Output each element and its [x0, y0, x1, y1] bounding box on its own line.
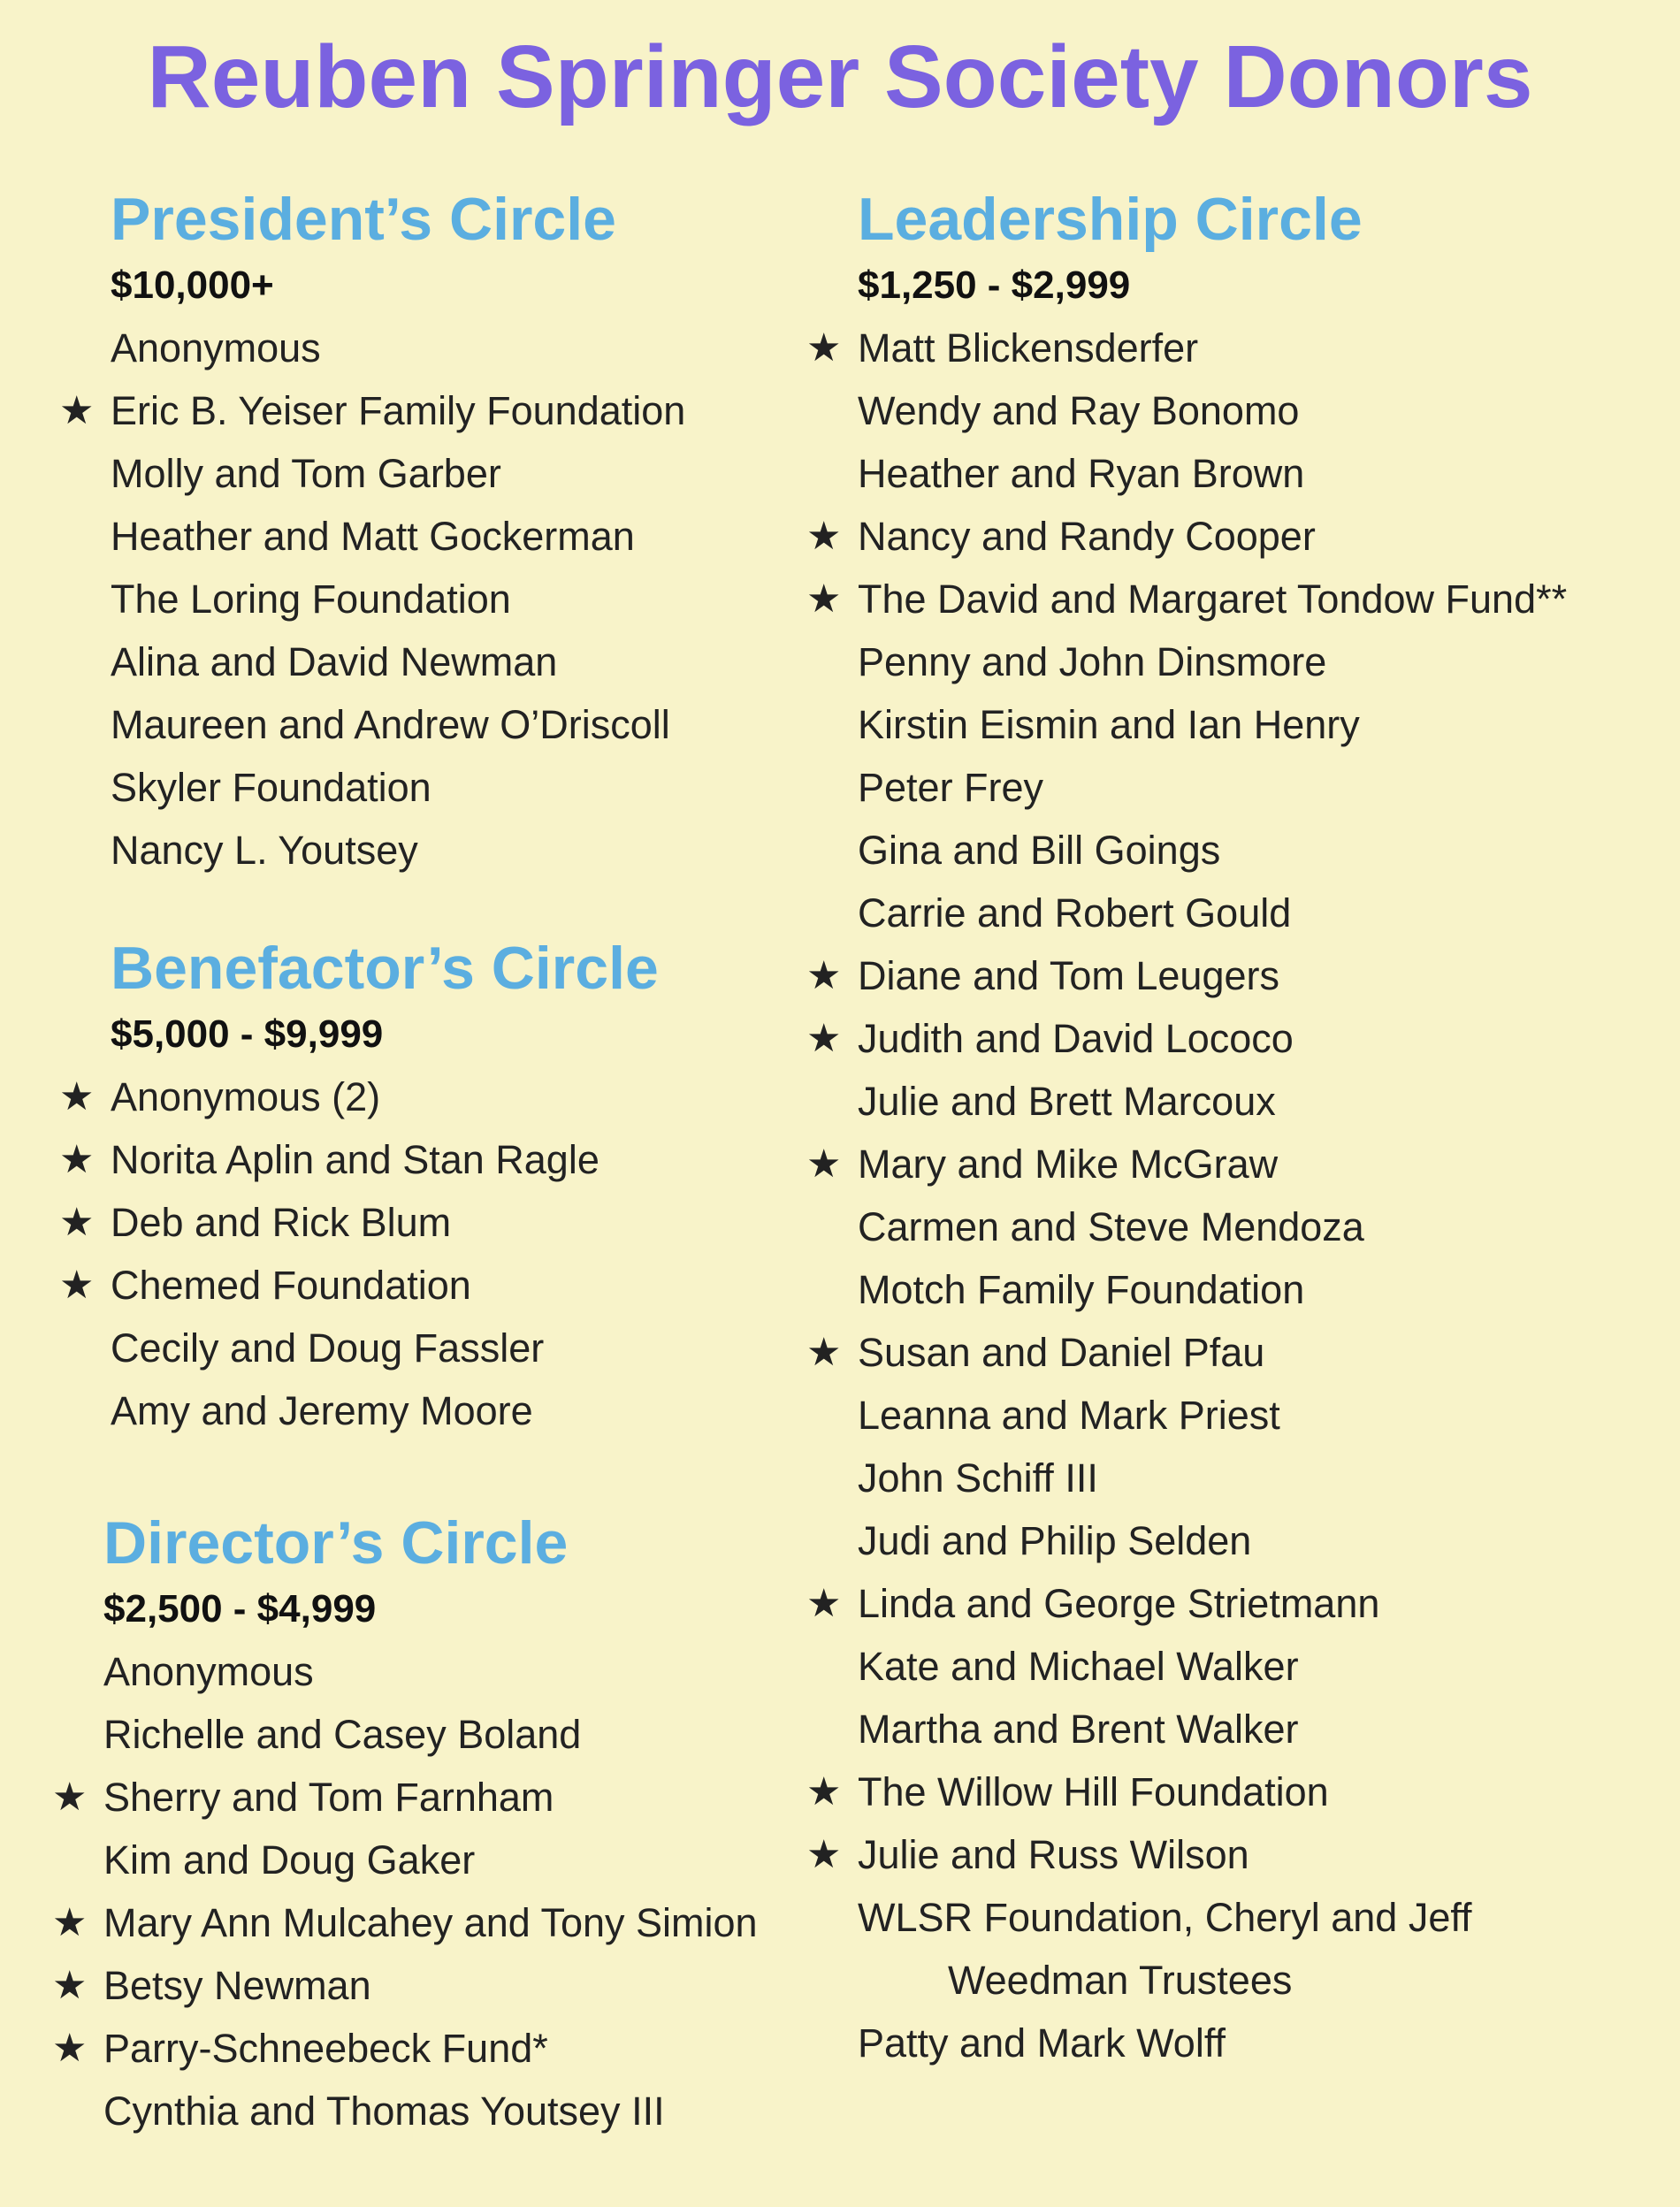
donor-name: Deb and Rick Blum [111, 1200, 452, 1245]
donor-name: Kim and Doug Gaker [103, 1837, 476, 1882]
donor-name: Kate and Michael Walker [858, 1644, 1299, 1689]
section-giving-range: $10,000+ [111, 263, 274, 307]
donor-list-item [858, 1258, 1567, 1321]
donor-name: Anonymous (2) [111, 1074, 381, 1119]
donor-list-item [103, 2080, 758, 2142]
donor-name: Maureen and Andrew O’Driscoll [111, 702, 670, 747]
donor-list-item [858, 1949, 1567, 2012]
star-icon: ★ [52, 1901, 88, 1944]
donor-name: John Schiff III [858, 1455, 1098, 1501]
donor-list-item [111, 505, 685, 568]
donor-name: Susan and Daniel Pfau [858, 1330, 1265, 1375]
donor-name: Julie and Russ Wilson [858, 1832, 1249, 1877]
donor-name: Patty and Mark Wolff [858, 2020, 1226, 2066]
page-title: Reuben Springer Society Donors [147, 27, 1533, 126]
donor-name: Linda and George Strietmann [858, 1581, 1380, 1626]
donor-name: Carrie and Robert Gould [858, 890, 1292, 935]
donor-name: WLSR Foundation, Cheryl and Jeff [858, 1895, 1472, 1940]
donor-list-item [806, 944, 1567, 1007]
donor-list-item [59, 1254, 659, 1317]
donor-list-item [858, 1195, 1567, 1258]
donor-name: Amy and Jeremy Moore [111, 1388, 533, 1433]
donor-list-item [806, 568, 1568, 630]
donor-name: Carmen and Steve Mendoza [858, 1204, 1364, 1249]
donor-list-item [806, 1007, 1567, 1070]
donor-name: Molly and Tom Garber [111, 451, 501, 496]
section-heading: Leadership Circle [858, 186, 1363, 253]
donor-list-item [103, 1640, 758, 1703]
donor-name: Gina and Bill Goings [858, 828, 1221, 873]
donor-list-item [103, 1703, 758, 1766]
section-heading: President’s Circle [111, 186, 616, 253]
donor-name: Skyler Foundation [111, 765, 431, 810]
donor-list-item [806, 1572, 1567, 1635]
donor-name: Diane and Tom Leugers [858, 953, 1279, 998]
donor-list-item [111, 1379, 659, 1442]
donor-list-item [111, 819, 685, 882]
donor-list-item [111, 1317, 659, 1379]
donor-list-item [59, 1191, 659, 1254]
star-icon: ★ [806, 1142, 842, 1186]
donor-name: Nancy and Randy Cooper [858, 514, 1316, 559]
donor-name: Sherry and Tom Farnham [103, 1775, 554, 1820]
star-icon: ★ [59, 389, 95, 432]
star-icon: ★ [806, 1770, 842, 1814]
donor-name: The Loring Foundation [111, 577, 511, 622]
donor-name: Cecily and Doug Fassler [111, 1325, 545, 1371]
donor-name: Julie and Brett Marcoux [858, 1079, 1276, 1124]
donor-list-item [858, 1509, 1567, 1572]
donor-name: Peter Frey [858, 765, 1044, 810]
donor-name: Kirstin Eismin and Ian Henry [858, 702, 1360, 747]
donor-list-item [858, 1447, 1567, 1509]
donor-name: Richelle and Casey Boland [103, 1712, 582, 1757]
donor-list-item [858, 693, 1567, 756]
star-icon: ★ [52, 2027, 88, 2070]
donor-list [806, 317, 1568, 2074]
donor-name: Martha and Brent Walker [858, 1707, 1299, 1752]
donor-name: Cynthia and Thomas Youtsey III [103, 2089, 665, 2134]
star-icon: ★ [806, 326, 842, 370]
donor-list-item [806, 1823, 1567, 1886]
donor-list [59, 1065, 659, 1442]
donor-list-item [806, 317, 1567, 379]
donor-list-item [111, 693, 685, 756]
donor-name: Matt Blickensderfer [858, 325, 1199, 370]
donor-list-item [858, 630, 1567, 693]
donor-name: Mary Ann Mulcahey and Tony Simion [103, 1900, 758, 1945]
star-icon: ★ [806, 1582, 842, 1625]
donor-list-item [52, 1766, 758, 1829]
donor-name: Alina and David Newman [111, 639, 558, 684]
donor-list-item [858, 1070, 1567, 1133]
donor-list-item [111, 756, 685, 819]
donor-list-item [111, 442, 685, 505]
donor-list-item [858, 442, 1567, 505]
donor-name: Nancy L. Youtsey [111, 828, 418, 873]
donor-list-item [59, 379, 686, 442]
donor-name: The David and Margaret Tondow Fund** [858, 577, 1568, 622]
donor-list-item [103, 1829, 758, 1891]
donor-list-item [111, 630, 685, 693]
donor-list-item [806, 1321, 1567, 1384]
donor-name: Chemed Foundation [111, 1263, 471, 1308]
donor-list [59, 317, 686, 882]
donor-name: Judi and Philip Selden [858, 1518, 1252, 1563]
donor-list-item [858, 1698, 1567, 1760]
donor-name: Norita Aplin and Stan Ragle [111, 1137, 599, 1182]
donor-name: Eric B. Yeiser Family Foundation [111, 388, 686, 433]
donor-list-item [806, 505, 1567, 568]
donor-name: Wendy and Ray Bonomo [858, 388, 1300, 433]
section-giving-range: $1,250 - $2,999 [858, 263, 1131, 307]
star-icon: ★ [806, 515, 842, 558]
section-leadership-circle [806, 184, 1568, 2074]
star-icon: ★ [59, 1201, 95, 1244]
star-icon: ★ [806, 577, 842, 621]
section-directors-circle [52, 1508, 758, 2142]
donor-list-item [858, 2012, 1567, 2074]
donor-name: Betsy Newman [103, 1963, 371, 2008]
donor-name: Leanna and Mark Priest [858, 1393, 1280, 1438]
donor-list-item [59, 1065, 659, 1128]
section-heading: Director’s Circle [103, 1509, 569, 1577]
star-icon: ★ [59, 1264, 95, 1307]
donor-list-item [806, 1133, 1567, 1195]
donor-name: Judith and David Lococo [858, 1016, 1294, 1061]
donor-name: Parry-Schneebeck Fund* [103, 2026, 548, 2071]
donor-name: Heather and Ryan Brown [858, 451, 1305, 496]
donor-name: Anonymous [111, 325, 321, 370]
star-icon: ★ [59, 1138, 95, 1181]
donor-list-item [858, 756, 1567, 819]
donor-name: Penny and John Dinsmore [858, 639, 1327, 684]
donor-name: Mary and Mike McGraw [858, 1142, 1279, 1187]
donor-name: Anonymous [103, 1649, 314, 1694]
donor-list-item [806, 1760, 1567, 1823]
donor-list-item [52, 1954, 758, 2017]
section-presidents-circle [59, 184, 686, 882]
donor-name: Heather and Matt Gockerman [111, 514, 635, 559]
donor-name: Weedman Trustees [948, 1958, 1293, 2003]
star-icon: ★ [806, 954, 842, 997]
star-icon: ★ [806, 1833, 842, 1876]
donor-name: Motch Family Foundation [858, 1267, 1305, 1312]
donor-list-item [111, 317, 685, 379]
section-giving-range: $2,500 - $4,999 [103, 1587, 377, 1630]
donor-list-item [858, 379, 1567, 442]
section-heading: Benefactor’s Circle [111, 935, 659, 1002]
section-giving-range: $5,000 - $9,999 [111, 1012, 384, 1056]
donor-list-item [111, 568, 685, 630]
star-icon: ★ [806, 1017, 842, 1060]
donor-list-item [858, 1384, 1567, 1447]
donor-list-item [858, 1635, 1567, 1698]
star-icon: ★ [806, 1331, 842, 1374]
donor-list-item [858, 1886, 1567, 1949]
donor-list-item [59, 1128, 659, 1191]
donor-list-item [52, 1891, 758, 1954]
donor-list-item [858, 819, 1567, 882]
donor-list-item [52, 2017, 758, 2080]
donor-list [52, 1640, 758, 2142]
star-icon: ★ [59, 1075, 95, 1119]
donor-list-item [858, 882, 1567, 944]
star-icon: ★ [52, 1776, 88, 1819]
star-icon: ★ [52, 1964, 88, 2007]
donor-name: The Willow Hill Foundation [858, 1769, 1329, 1814]
section-benefactors-circle [59, 933, 659, 1442]
